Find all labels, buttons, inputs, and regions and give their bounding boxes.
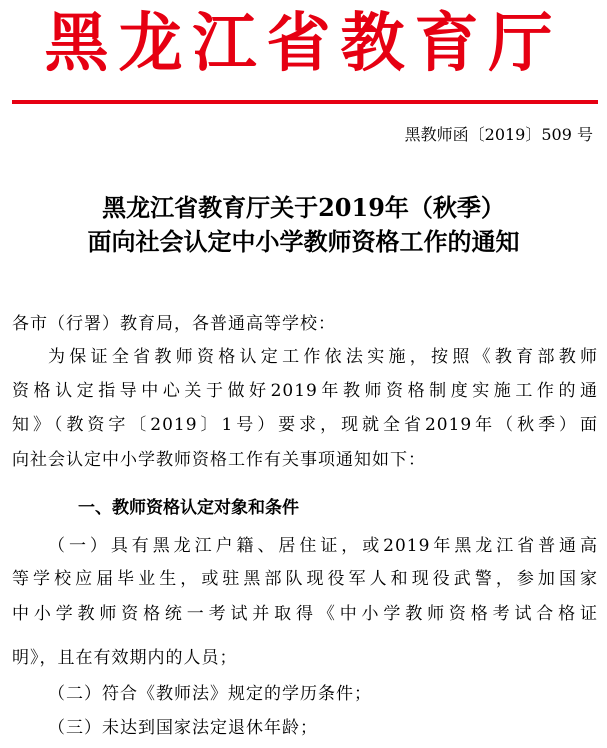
document-number: 黑教师函〔2019〕509 号 [404,125,593,144]
section-heading: 一、教师资格认定对象和条件 [78,498,299,518]
red-divider-line [12,100,598,104]
intro-paragraph-line: 知》（教资字〔2019〕1号）要求，现就全省2019年（秋季）面 [12,415,598,435]
item-paragraph-line: 等学校应届毕业生，或驻黑部队现役军人和现役武警，参加国家 [12,569,598,589]
notice-title-line-1: 黑龙江省教育厅关于2019年（秋季） [102,193,505,222]
item-line: （二）符合《教师法》规定的学历条件； [48,684,372,704]
masthead-title: 黑龙江省教育厅 [44,6,563,81]
item-paragraph-line: 明》，且在有效期内的人员； [12,648,238,668]
salutation: 各市（行署）教育局，各普通高等学校： [12,314,336,334]
notice-title-line-2: 面向社会认定中小学教师资格工作的通知 [87,227,520,256]
intro-paragraph-line: 向社会认定中小学教师资格工作有关事项通知如下： [12,450,426,470]
item-line: （三）未达到国家法定退休年龄； [48,718,318,738]
intro-paragraph-line: 资格认定指导中心关于做好2019年教师资格制度实施工作的通 [12,381,598,401]
intro-paragraph-line: 为保证全省教师资格认定工作依法实施，按照《教育部教师 [48,347,598,367]
item-paragraph-line: （一）具有黑龙江户籍、居住证，或2019年黑龙江省普通高 [48,536,598,556]
item-paragraph-line: 中小学教师资格统一考试并取得《中小学教师资格考试合格证 [12,604,598,624]
